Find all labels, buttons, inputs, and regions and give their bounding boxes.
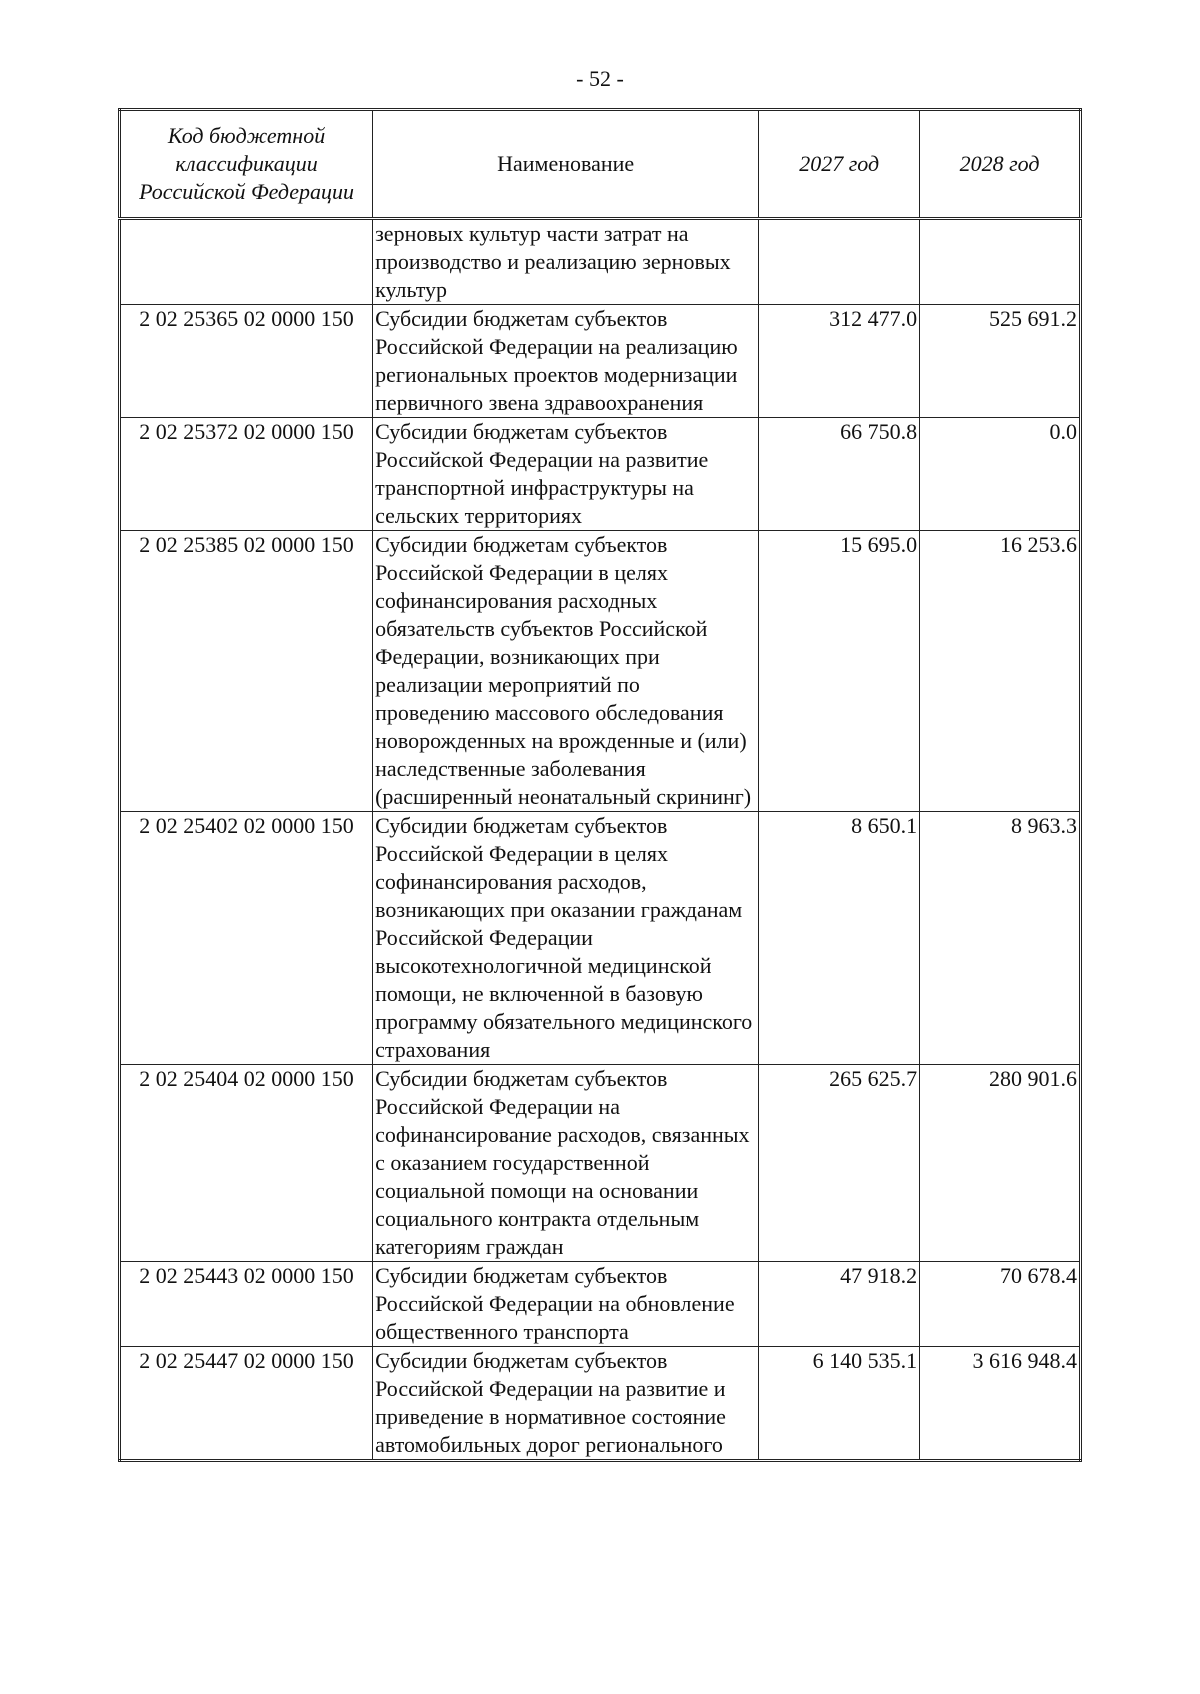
row-name: Субсидии бюджетам субъектов Российской Федерации на обновление общественного транспорта [373, 1262, 759, 1347]
row-name: Субсидии бюджетам субъектов Российской Федерации в целях софинансирования расходных обязательств субъектов Российской Федерации, возникающих при реализации мероприятий по проведению массового обследования новорожденных на врожденные и (или) наследственные заболевания (расширенный неонатальный скрининг) [373, 531, 759, 812]
row-code: 2 02 25402 02 0000 150 [120, 812, 373, 1065]
table-header [120, 110, 1081, 219]
table-row [120, 219, 1081, 305]
budget-table [118, 108, 1082, 1462]
row-name: Субсидии бюджетам субъектов Российской Федерации в целях софинансирования расходов, возникающих при оказании гражданам Российской Федерации высокотехнологичной медицинской помощи, не включенной в базовую программу обязательного медицинского страхования [373, 812, 759, 1065]
table-row [120, 1065, 1081, 1262]
row-code: 2 02 25372 02 0000 150 [120, 418, 373, 531]
row-value-2027 [759, 219, 920, 305]
row-name: Субсидии бюджетам субъектов Российской Федерации на реализацию региональных проектов модернизации первичного звена здравоохранения [373, 305, 759, 418]
row-value-2027: 265 625.7 [759, 1065, 920, 1262]
row-code: 2 02 25443 02 0000 150 [120, 1262, 373, 1347]
row-value-2028: 70 678.4 [920, 1262, 1081, 1347]
table-row [120, 305, 1081, 418]
row-value-2027: 312 477.0 [759, 305, 920, 418]
header-2028: 2028 год [920, 110, 1081, 219]
row-value-2028: 3 616 948.4 [920, 1347, 1081, 1461]
row-name: Субсидии бюджетам субъектов Российской Федерации на развитие транспортной инфраструктуры на сельских территориях [373, 418, 759, 531]
row-value-2027: 47 918.2 [759, 1262, 920, 1347]
row-code [120, 219, 373, 305]
row-name: зерновых культур части затрат на производство и реализацию зерновых культур [373, 219, 759, 305]
row-value-2028: 0.0 [920, 418, 1081, 531]
row-value-2027: 15 695.0 [759, 531, 920, 812]
header-code: Код бюджетной классификации Российской Федерации [120, 110, 373, 219]
row-code: 2 02 25447 02 0000 150 [120, 1347, 373, 1461]
row-name: Субсидии бюджетам субъектов Российской Федерации на софинансирование расходов, связанных с оказанием государственной социальной помощи на основании социального контракта отдельным категориям граждан [373, 1065, 759, 1262]
table-row [120, 418, 1081, 531]
row-code: 2 02 25404 02 0000 150 [120, 1065, 373, 1262]
row-code: 2 02 25365 02 0000 150 [120, 305, 373, 418]
row-code: 2 02 25385 02 0000 150 [120, 531, 373, 812]
table-row [120, 812, 1081, 1065]
row-value-2027: 66 750.8 [759, 418, 920, 531]
table-row [120, 1262, 1081, 1347]
row-value-2027: 8 650.1 [759, 812, 920, 1065]
row-value-2027: 6 140 535.1 [759, 1347, 920, 1461]
page-number: - 52 - [576, 66, 624, 91]
table-row [120, 531, 1081, 812]
row-name: Субсидии бюджетам субъектов Российской Федерации на развитие и приведение в нормативное состояние автомобильных дорог регионального [373, 1347, 759, 1461]
row-value-2028: 280 901.6 [920, 1065, 1081, 1262]
row-value-2028: 525 691.2 [920, 305, 1081, 418]
header-2027: 2027 год [759, 110, 920, 219]
row-value-2028 [920, 219, 1081, 305]
row-value-2028: 16 253.6 [920, 531, 1081, 812]
header-name: Наименование [373, 110, 759, 219]
table-body [120, 219, 1081, 1461]
table-row [120, 1347, 1081, 1461]
row-value-2028: 8 963.3 [920, 812, 1081, 1065]
